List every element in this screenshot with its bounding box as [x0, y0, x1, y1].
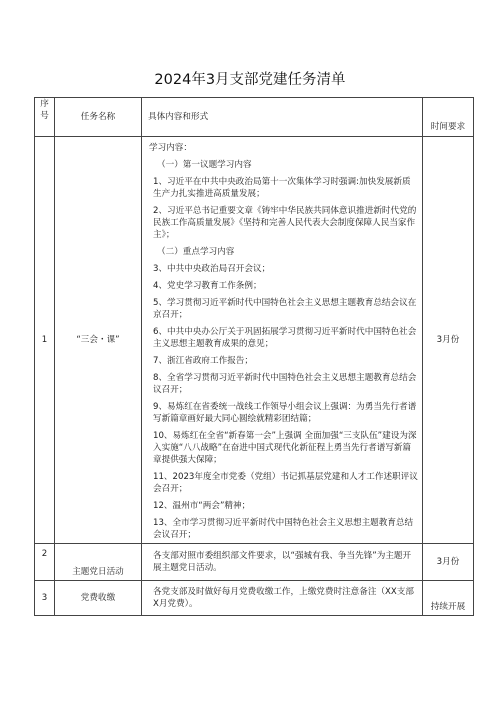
- header-num: [35, 98, 55, 137]
- row-time: 3月份: [423, 137, 474, 544]
- row-name: “三会・课”: [55, 137, 142, 544]
- document-title: 2024年3月支部党建任务清单: [154, 72, 346, 88]
- content-line: 12、温州市“两会”精神；: [153, 501, 251, 511]
- content-line: 6、中共中央办公厅关于巩固拓展学习贯彻习近平新时代中国特色社会主义思想主题教育成果的意见；: [153, 327, 417, 349]
- row-time: 持续开展: [423, 581, 474, 616]
- content-line: 3、中共中央政治局召开会议；: [153, 264, 271, 274]
- row-name: 党费收缴: [55, 581, 142, 616]
- content-line: 1、习近平在中共中央政治局第十一次集体学习时强调:加快发展新质生产力扎实推进高质量发展；: [153, 177, 411, 199]
- row-num: 3: [35, 581, 55, 616]
- header-time: 时间要求: [423, 98, 474, 137]
- table-header-row: [35, 98, 474, 137]
- content-line: 13、全市学习贯彻习近平新时代中国特色社会主义思想主题教育总结会议召开；: [153, 518, 414, 540]
- table-row: [35, 137, 474, 544]
- row-name: 主题党日活动: [55, 544, 142, 581]
- row-content: [142, 137, 423, 544]
- content-line: 8、全省学习贯彻习近平新时代中国特色社会主义思想主题教育总结会议召开；: [153, 373, 417, 395]
- content-line: 各支部对照市委组织部文件要求，以“强城有我、争当先锋”为主题开展主题党日活动。: [153, 551, 412, 573]
- content-line: 2、习近平总书记重要文章《铸牢中华民族共同体意识推进新时代党的民族工作高质量发展》《坚持和完善人民代表大会制度保障人民当家作主》；: [153, 206, 417, 240]
- row-num: 2: [35, 544, 55, 581]
- content-line: 学习内容：: [149, 143, 192, 153]
- content-line: （二）重点学习内容: [157, 247, 235, 257]
- task-table: [34, 97, 466, 616]
- row-content: [142, 544, 423, 581]
- content-line: 7、浙江省政府工作报告；: [153, 356, 253, 366]
- table-row: [35, 544, 474, 581]
- row-time: 3月份: [423, 544, 474, 581]
- header-content: 具体内容和形式: [142, 98, 423, 137]
- content-line: 5、学习贯彻习近平新时代中国特色社会主义思想主题教育总结会议在京召开；: [153, 298, 417, 320]
- content-line: 10、易炼红在全省“新春第一会”上强调 全面加强“三支队伍”建设为深入实施“八八战略”在奋进中国式现代化新征程上勇当先行者谱写新篇章提供强大保障；: [153, 431, 417, 465]
- row-content: [142, 581, 423, 616]
- row-num: 1: [35, 137, 55, 544]
- content-line: 4、党史学习教育工作条例；: [153, 281, 262, 291]
- header-num-text: 序 号: [40, 99, 49, 121]
- content-line: （一）第一议题学习内容: [157, 160, 252, 170]
- content-line: 各党支部及时做好每月党费收缴工作，上缴党费时注意备注（XX支部X月党费）。: [153, 587, 414, 609]
- content-line: 9、易炼红在省委统一战线工作领导小组会议上强调：为勇当先行者谱写新篇章画好最大同心圆绘就精彩团结篇；: [153, 402, 417, 424]
- header-name: 任务名称: [55, 98, 142, 137]
- content-line: 11、2023年度全市党委（党组）书记抓基层党建和人才工作述职评议会召开；: [153, 472, 418, 494]
- table-row: [35, 581, 474, 616]
